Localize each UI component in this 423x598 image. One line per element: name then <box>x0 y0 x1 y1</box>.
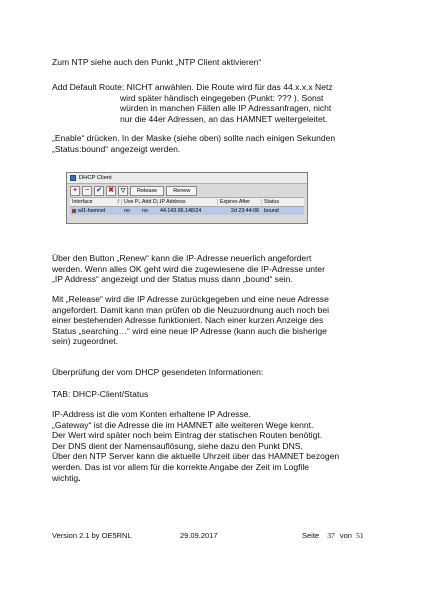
release-text-3: einer bestehenden Adresse funktioniert. Nach einer kurzen Anzeige des <box>52 315 324 326</box>
total-pages: 51 <box>356 531 364 540</box>
info-text-2: „Gateway“ ist die Adresse die im HAMNET alle weiteren Wege kennt. <box>52 419 314 430</box>
column-header-use-peer[interactable]: Use P... <box>124 199 143 205</box>
release-text-2: angefordert. Damit kann man prüfen ob die Neuzuordnung auch noch bei <box>52 304 330 315</box>
filter-icon[interactable]: ▽ <box>118 186 128 196</box>
cell-status: bound <box>264 208 279 214</box>
info-text-4: Der DNS dient der Namensauflösung, siehe dazu den Punkt DNS. <box>52 440 303 451</box>
add-button[interactable]: + <box>70 186 80 196</box>
default-route-text-4: nur die 44er Adressen, an das HAMNET weitergeleitet. <box>120 113 328 124</box>
dhcp-table <box>70 197 304 215</box>
dhcp-toolbar <box>67 184 307 197</box>
default-route-text: Add Default Route: NICHT anwählen. Die Route wird für das 44.x.x.x Netz <box>52 82 333 92</box>
cell-ip-address: 44.143.96.148/24 <box>158 208 218 214</box>
remove-button[interactable]: − <box>82 186 92 196</box>
interface-icon <box>72 209 76 213</box>
dhcp-client-titlebar <box>67 173 307 184</box>
column-header-expires-after[interactable]: Expires After <box>218 199 262 205</box>
info-text-5: Über den NTP Server kann die aktuelle Uhrzeit über das HAMNET bezogen <box>52 451 340 462</box>
cell-interface: wl1-hamnet <box>70 208 122 214</box>
default-route-text-3: würden in manchen Fällen alle IP Adressanfragen, nicht <box>120 103 332 114</box>
dhcp-client-window <box>66 172 308 224</box>
cell-use-peer: no <box>122 208 140 214</box>
column-header-interface[interactable]: Interface / <box>70 199 122 205</box>
disable-button[interactable]: ✖ <box>106 186 116 196</box>
enable-button[interactable]: ✔ <box>94 186 104 196</box>
release-text-4: Status „searching…“ wird eine neue IP Adresse (kann auch die bisherige <box>52 325 327 336</box>
info-text-6: werden. Das ist vor allem für die korrekte Angabe der Zeit im Logfile <box>52 462 309 472</box>
of-label: von <box>339 531 352 540</box>
column-header-add-default[interactable]: Add D... <box>142 199 162 205</box>
renew-text-3: „IP Address“ angezeigt und der Status muss dann „bound“ sein. <box>52 274 293 285</box>
release-text-5: sein) zugeordnet. <box>52 336 119 347</box>
info-text-3: Der Wert wird später noch beim Eintrag der statischen Routen benötigt. <box>52 430 323 441</box>
window-icon <box>70 175 76 181</box>
info-text-7: wichtig. <box>52 472 81 483</box>
dhcp-info-heading: Überprüfung der vom DHCP gesendeten Informationen: <box>52 367 264 377</box>
sort-marker: / <box>117 199 119 205</box>
footer-version: Version 2.1 by OE5RNL <box>52 531 132 540</box>
renew-button[interactable]: Renew <box>166 186 197 196</box>
cell-add-default: no <box>140 208 158 214</box>
release-button[interactable]: Release <box>130 186 164 196</box>
tab-reference: TAB: DHCP-Client/Status <box>52 389 149 399</box>
footer-page <box>302 531 364 540</box>
dhcp-client-title: DHCP Client <box>79 175 112 181</box>
page-number: 37 <box>327 531 335 540</box>
footer-date: 29.09.2017 <box>180 531 218 540</box>
table-row[interactable] <box>70 207 304 215</box>
default-route-text-2: wird später händisch eingegeben (Punkt: ??? ). Sonst <box>120 92 324 103</box>
column-header-status[interactable]: Status <box>264 199 280 205</box>
release-text: Mit „Release“ wird die IP Adresse zurückgegeben und eine neue Adresse <box>52 294 329 304</box>
table-header <box>70 197 304 207</box>
info-text: IP-Address ist die vom Konten erhaltene IP Adresse. <box>52 409 251 419</box>
page-label: Seite <box>302 531 320 540</box>
ntp-reference-text: Zum NTP siehe auch den Punkt „NTP Client aktivieren“ <box>52 57 262 67</box>
cell-expires-after: 2d 23:44:08 <box>218 208 262 214</box>
renew-text-2: werden. Wenn alles OK geht wird die zugewiesene die IP-Adresse unter <box>52 263 326 274</box>
enable-text: „Enable“ drücken. In der Maske (siehe oben) sollte nach einigen Sekunden <box>52 133 336 143</box>
renew-text: Über den Button „Renew“ kann die IP-Adresse neuerlich angefordert <box>52 253 312 263</box>
enable-text-2: „Status:bound“ angezeigt werden. <box>52 143 181 154</box>
column-header-ip-address[interactable]: IP Address <box>158 199 218 205</box>
